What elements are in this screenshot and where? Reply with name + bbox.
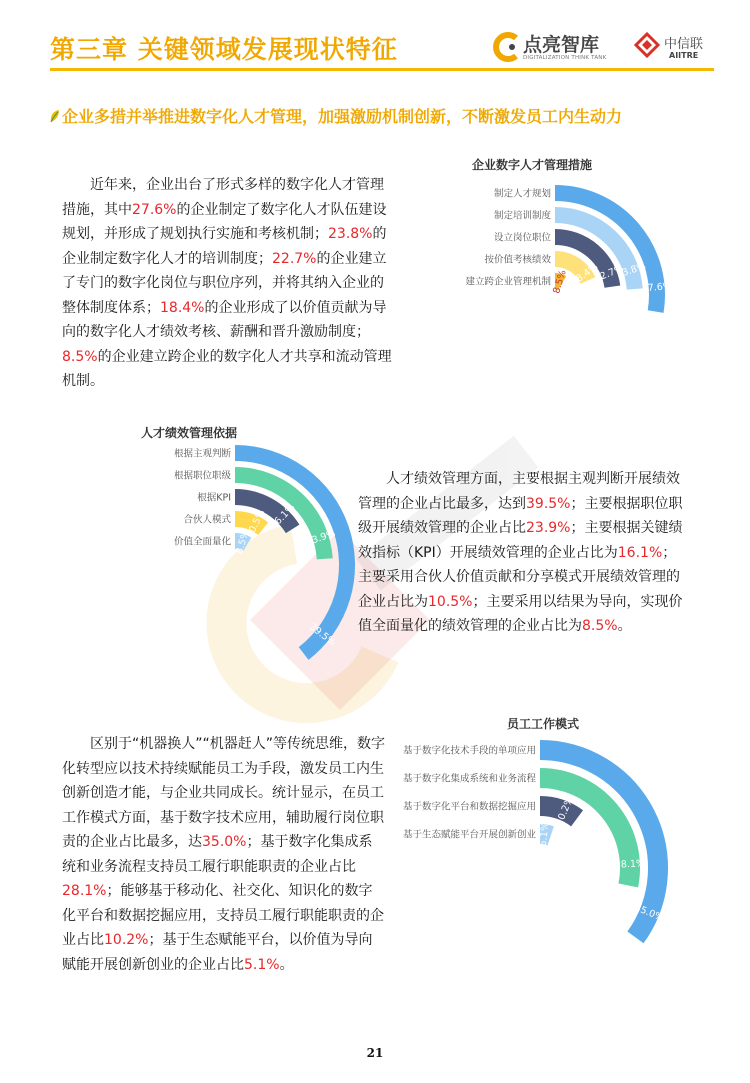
highlight-value: 5.1% [244,956,280,973]
ring-category-label: 根据职位职级 [173,470,231,482]
ring-value-label: 5.1% [537,821,552,847]
text-run: 的企业制定数字化人才的培训制度； [62,226,387,267]
section-heading [62,104,712,129]
text-run: 区别于“机器换人”“机器赶人”等传统思维，数字化转型应以技术持续赋能员工为手段，激发员工内生创新创造才能，与企业共同成长。统计显示，在员工工作模式方面，基于数字技术应用，辅助履行岗位职责的企业占比最多，达 [62,736,386,850]
chart-talent-measures [410,180,673,420]
ring-value-label: 39.5% [307,621,338,649]
text-run: 。 [617,618,632,634]
highlight-value: 23.9% [526,520,571,536]
ring-value-label: 10.2% [553,795,576,828]
highlight-value: 28.1% [62,883,107,899]
ring-category-label: 基于生态赋能平台开展创新创业 [402,829,536,841]
ring-category-label: 合伙人模式 [183,514,231,526]
dianliang-logo [490,30,618,64]
ring-value-label: 18.4% [569,261,601,289]
text-run: ；主要采用以结果为导向，实现价值全面量化的绩效管理的企业占比为 [358,593,683,634]
text-run: 。 [279,956,294,973]
ring-value-label: 10.5% [244,508,268,541]
highlight-value: 39.5% [526,495,571,512]
logo2-text: 中信联 [664,37,704,52]
chart2-title: 人才绩效管理依据 [141,426,238,440]
dianliang-logo-icon [490,32,520,62]
text-run: 的企业建立跨企业的数字化人才共享和流动管理机制。 [62,348,392,389]
ring-category-label: 根据主观判断 [173,448,231,460]
ring-value-label: 35.0% [632,902,666,924]
text-run: ；主要根据关键绩效指标（KPI）开展绩效管理的企业占比为 [358,520,683,561]
section-title: 企业多措并举推进数字化人才管理，加强激励机制创新，不断激发员工内生动力 [62,107,623,126]
highlight-value: 23.8% [328,226,373,242]
text-run: ；基于生态赋能平台，以价值为导向赋能开展创新创业的企业占比 [62,932,373,973]
highlight-value: 27.6% [132,201,177,218]
ring-category-label: 制定人才规划 [493,188,551,200]
logo1-subtext: DIGITALIZATION THINK TANK [523,55,607,61]
chart3-title: 员工工作模式 [507,717,580,731]
ring-value-label: 8.5% [551,268,569,296]
zhongxinlian-logo [634,30,718,64]
highlight-value: 8.5% [62,348,98,365]
ring-value-label: 16.1% [268,502,298,532]
page-number: 21 [366,1046,384,1060]
ring-category-label: 根据KPI [197,492,231,504]
text-run: 近年来，企业出台了形式多样的数字化人才管理措施，其中 [62,177,384,218]
text-run: ；基于数字化集成系统和业务流程支持员工履行职能职责的企业占比 [62,834,373,875]
text-run: ；主要采用合伙人价值贡献和分享模式开展绩效管理的企业占比为 [358,544,680,610]
ring-category-label: 基于数字化技术手段的单项应用 [402,745,536,757]
chart1-title: 企业数字人才管理措施 [472,158,593,172]
ring-category-label: 制定培训制度 [493,210,551,222]
text-run: 的企业制定了数字化人才队伍建设规划，并形成了规划执行实施和考核机制； [62,201,387,242]
text-run: ；能够基于移动化、社交化、知识化的数字化平台和数据挖掘应用，支持员工履行职能职责的企业占比 [62,883,384,948]
highlight-value: 35.0% [202,834,247,850]
text-run: 的企业建立了专门的数字化岗位与职位序列，并将其纳入企业的整体制度体系； [62,250,387,316]
highlight-value: 22.7% [272,250,317,267]
logo1-text: 点亮智库 [523,34,600,56]
ring-value-label: 8.5% [234,529,252,556]
highlight-value: 16.1% [617,544,663,561]
text-run: 的企业形成了以价值贡献为导向的数字化人才绩效考核、薪酬和晋升激励制度； [62,299,387,340]
leaf-icon [49,109,60,123]
paragraph-performance [358,467,684,639]
ring-value-label: 23.8% [615,260,648,281]
paragraph-talent-measures [62,173,394,394]
ring-category-label: 按价值考核绩效 [484,254,551,266]
ring-value-label: 28.1% [614,858,646,871]
text-run: 人才绩效管理方面，主要根据主观判断开展绩效管理的企业占比最多，达到 [358,471,680,512]
zhongxinlian-logo-icon [634,32,660,58]
header-divider [50,68,714,71]
ring-category-label: 基于数字化集成系统和业务流程 [402,773,536,785]
ring-value-label: 23.9% [304,528,337,549]
highlight-value: 8.5% [582,618,618,634]
highlight-value: 10.5% [428,593,473,610]
paragraph3-text [62,736,385,973]
paragraph1-text [62,177,392,389]
paragraph-work-mode [62,732,385,977]
logo2-subtext: AIITRE [669,51,699,60]
ring-category-label: 价值全面量化 [173,536,231,548]
ring-category-label: 设立岗位职位 [493,232,551,244]
ring-category-label: 基于数字化平台和数据挖掘应用 [402,801,536,813]
ring-value-label: 27.6% [641,281,673,295]
highlight-value: 18.4% [160,299,205,316]
highlight-value: 10.2% [104,932,149,948]
chart-performance-basis [90,440,360,690]
paragraph2-text [358,471,682,634]
text-run: ；主要根据职位职级开展绩效管理的企业占比 [358,495,683,536]
chapter-title: 第三章 关键领域发展现状特征 [50,35,398,64]
ring-category-label: 建立跨企业管理机制 [465,276,551,288]
ring-value-label: 22.7% [593,263,626,285]
chart-work-mode [390,740,690,1040]
